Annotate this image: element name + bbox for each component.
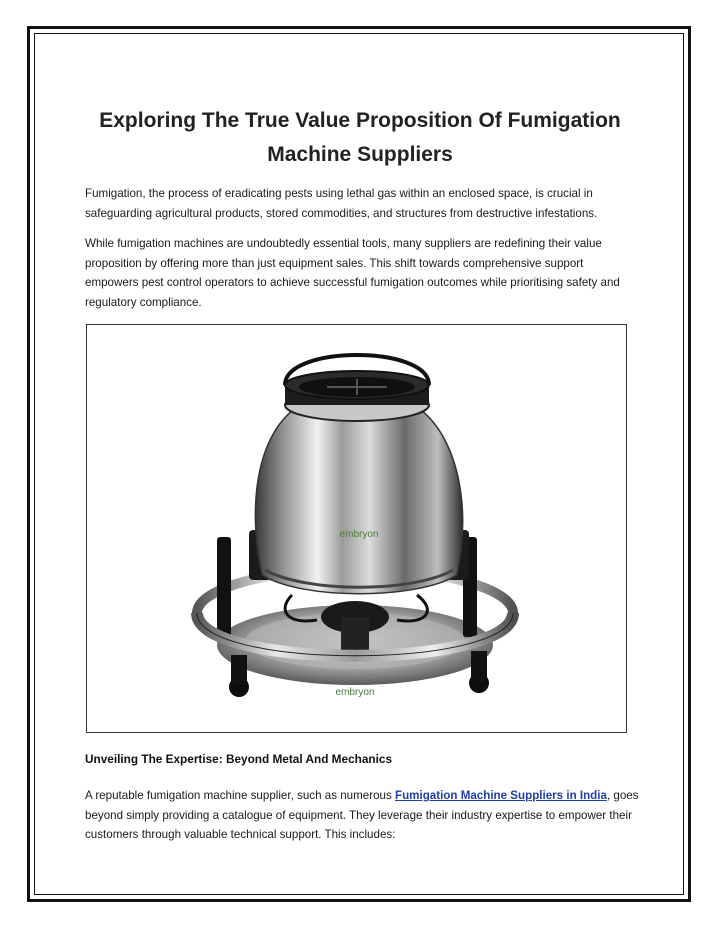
section-heading: Unveiling The Expertise: Beyond Metal And Mechanics: [85, 752, 393, 766]
base-logo-text: embryon: [335, 687, 375, 698]
intro-paragraph: Fumigation, the process of eradicating pests using lethal gas within an enclosed space, is crucial in safeguarding agricultural products, stored commodities, and structures from destructive infestations.: [85, 187, 598, 220]
fumigation-machine-illustration: [87, 325, 626, 732]
fumigation-suppliers-india-link[interactable]: Fumigation Machine Suppliers in India: [395, 789, 607, 802]
supplier-paragraph-tail: , goes beyond simply providing a catalogue of equipment. They leverage their industry expertise to empower their customers through valuable technical support. This includes:: [85, 789, 639, 842]
value-paragraph: While fumigation machines are undoubtedly essential tools, many suppliers are redefining their value proposition by offering more than just equipment sales. This shift towards comprehensive support empowers pest control operators to achieve successful fumigation outcomes while prioritising safety and regulatory compliance.: [85, 237, 620, 309]
article-title: Exploring The True Value Proposition Of Fumigation Machine Suppliers: [99, 109, 621, 166]
fumigation-machine-image: [86, 324, 627, 733]
supplier-paragraph-lead: A reputable fumigation machine supplier, such as numerous: [85, 789, 395, 802]
body-logo-text: embryon: [339, 529, 379, 540]
supplier-paragraph: [85, 786, 640, 845]
